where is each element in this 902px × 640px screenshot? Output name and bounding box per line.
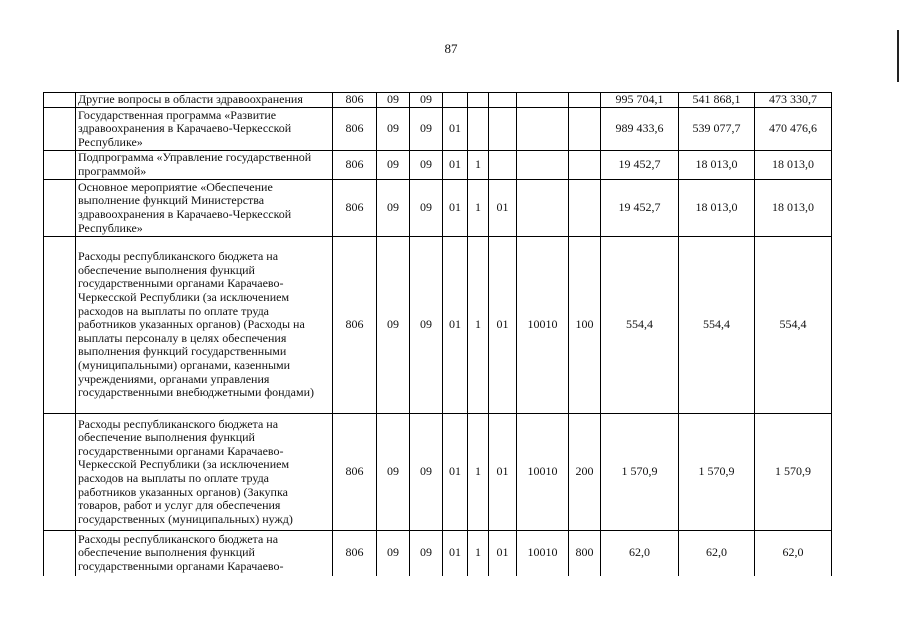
ved-code: 806 — [333, 180, 377, 237]
index-cell — [44, 237, 76, 414]
program-code: 01 — [443, 531, 468, 576]
amount-year-3: 473 330,7 — [755, 93, 832, 108]
program-code: 01 — [443, 237, 468, 414]
ved-code: 806 — [333, 108, 377, 151]
amount-year-2: 554,4 — [679, 237, 755, 414]
index-cell — [44, 108, 76, 151]
measure-code: 01 — [489, 237, 517, 414]
amount-year-3: 62,0 — [755, 531, 832, 576]
pr-code: 09 — [410, 151, 443, 180]
direction-code — [517, 151, 569, 180]
direction-code — [517, 180, 569, 237]
pr-code: 09 — [410, 531, 443, 576]
amount-year-3: 1 570,9 — [755, 414, 832, 531]
index-cell — [44, 180, 76, 237]
amount-year-2: 62,0 — [679, 531, 755, 576]
amount-year-1: 995 704,1 — [601, 93, 679, 108]
amount-year-2: 18 013,0 — [679, 151, 755, 180]
subprogram-code: 1 — [468, 180, 489, 237]
budget-table — [43, 92, 832, 576]
measure-code — [489, 93, 517, 108]
index-cell — [44, 93, 76, 108]
direction-code: 10010 — [517, 414, 569, 531]
amount-year-2: 539 077,7 — [679, 108, 755, 151]
expense-type-code — [569, 151, 601, 180]
amount-year-1: 62,0 — [601, 531, 679, 576]
ved-code: 806 — [333, 414, 377, 531]
rz-code: 09 — [377, 151, 410, 180]
amount-year-1: 1 570,9 — [601, 414, 679, 531]
index-cell — [44, 151, 76, 180]
measure-code — [489, 108, 517, 151]
rz-code: 09 — [377, 414, 410, 531]
subprogram-code: 1 — [468, 237, 489, 414]
index-cell — [44, 531, 76, 576]
table-row — [44, 180, 832, 237]
index-cell — [44, 414, 76, 531]
amount-year-1: 19 452,7 — [601, 151, 679, 180]
pr-code: 09 — [410, 414, 443, 531]
rz-code: 09 — [377, 180, 410, 237]
pr-code: 09 — [410, 108, 443, 151]
subprogram-code: 1 — [468, 531, 489, 576]
direction-code: 10010 — [517, 237, 569, 414]
amount-year-3: 18 013,0 — [755, 180, 832, 237]
measure-code: 01 — [489, 531, 517, 576]
row-name: Основное мероприятие «Обеспечение выполнение функций Министерства здравоохранения в Карачаево-Черкесской Республике» — [76, 180, 333, 237]
subprogram-code — [468, 93, 489, 108]
ved-code: 806 — [333, 151, 377, 180]
amount-year-2: 18 013,0 — [679, 180, 755, 237]
amount-year-3: 554,4 — [755, 237, 832, 414]
program-code: 01 — [443, 151, 468, 180]
expense-type-code: 800 — [569, 531, 601, 576]
rz-code: 09 — [377, 108, 410, 151]
pr-code: 09 — [410, 180, 443, 237]
subprogram-code: 1 — [468, 151, 489, 180]
amount-year-1: 554,4 — [601, 237, 679, 414]
program-code: 01 — [443, 108, 468, 151]
expense-type-code: 200 — [569, 414, 601, 531]
program-code — [443, 93, 468, 108]
table-row — [44, 237, 832, 414]
program-code: 01 — [443, 414, 468, 531]
subprogram-code — [468, 108, 489, 151]
table-row — [44, 414, 832, 531]
ved-code: 806 — [333, 531, 377, 576]
ved-code: 806 — [333, 93, 377, 108]
amount-year-3: 470 476,6 — [755, 108, 832, 151]
pr-code: 09 — [410, 93, 443, 108]
amount-year-2: 1 570,9 — [679, 414, 755, 531]
table-row — [44, 108, 832, 151]
expense-type-code — [569, 108, 601, 151]
rz-code: 09 — [377, 237, 410, 414]
direction-code — [517, 108, 569, 151]
expense-type-code — [569, 180, 601, 237]
rz-code: 09 — [377, 93, 410, 108]
measure-code — [489, 151, 517, 180]
direction-code — [517, 93, 569, 108]
row-name: Другие вопросы в области здравоохранения — [76, 93, 333, 108]
amount-year-1: 989 433,6 — [601, 108, 679, 151]
amount-year-2: 541 868,1 — [679, 93, 755, 108]
row-name: Расходы республиканского бюджета на обеспечение выполнения функций государственными органами Карачаево-Черкесской Республики (за исключением расходов на выплаты по оплате труда работников указанных органов) (Расходы на выплаты персоналу в целях обеспечения выполнения функций государственными (муниципальными) органами, казенными учреждениями, органами управления государственными внебюджетными фондами) — [76, 237, 333, 414]
rz-code: 09 — [377, 531, 410, 576]
amount-year-1: 19 452,7 — [601, 180, 679, 237]
measure-code: 01 — [489, 414, 517, 531]
page-number: 87 — [444, 41, 458, 56]
row-name: Государственная программа «Развитие здравоохранения в Карачаево-Черкесской Республике» — [76, 108, 333, 151]
row-name: Подпрограмма «Управление государственной программой» — [76, 151, 333, 180]
table-row — [44, 93, 832, 108]
subprogram-code: 1 — [468, 414, 489, 531]
measure-code: 01 — [489, 180, 517, 237]
row-name: Расходы республиканского бюджета на обеспечение выполнения функций государственными органами Карачаево-Черкесской Республики (за исключением расходов на выплаты по оплате труда работников указанных органов) (Закупка товаров, работ и услуг для обеспечения государственных (муниципальных) нужд) — [76, 414, 333, 531]
row-name: Расходы республиканского бюджета на обеспечение выполнения функций государственными органами Карачаево- — [76, 531, 333, 576]
table-row — [44, 531, 832, 576]
pr-code: 09 — [410, 237, 443, 414]
scan-edge-mark — [897, 30, 899, 82]
expense-type-code: 100 — [569, 237, 601, 414]
program-code: 01 — [443, 180, 468, 237]
amount-year-3: 18 013,0 — [755, 151, 832, 180]
expense-type-code — [569, 93, 601, 108]
direction-code: 10010 — [517, 531, 569, 576]
table-row — [44, 151, 832, 180]
ved-code: 806 — [333, 237, 377, 414]
